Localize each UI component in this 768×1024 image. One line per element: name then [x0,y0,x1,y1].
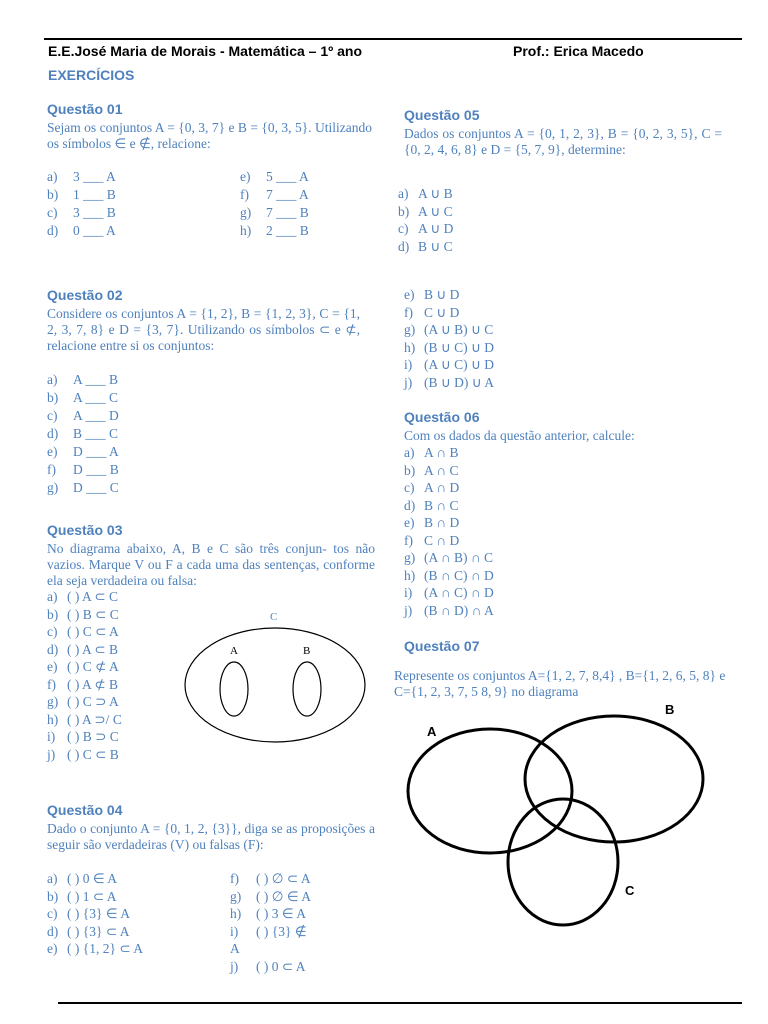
list-item: b) A ___ C [47,390,119,405]
question-05 [404,106,722,158]
list-item: c) 3 ___ B [47,205,116,220]
venn-set-a [408,729,572,853]
list-item: j) ( ) 0 ⊂ A [230,958,306,974]
list-item: g) ( ) ∅ ∈ A [230,888,312,904]
question-07 [404,637,734,657]
question-02 [47,286,360,354]
set-a-label: A [230,645,238,657]
question-title: Questão 07 [404,638,480,654]
top-rule [44,38,742,40]
list-item: j) ( ) C ⊂ B [47,746,119,762]
set-c-ellipse [185,628,365,742]
section-title: EXERCÍCIOS [48,67,135,83]
question-title: Questão 05 [404,107,480,123]
venn-label-b: B [665,702,675,717]
bottom-rule [58,1002,742,1004]
list-item: d) ( ) A ⊂ B [47,641,119,657]
list-item: b) A ∪ C [398,203,453,219]
list-item: h) (B ∪ C) ∪ D [404,339,495,355]
list-item: j) (B ∪ D) ∪ A [404,374,495,390]
list-item: e) B ∩ D [404,515,460,530]
list-item: a) A ∩ B [404,445,459,460]
question-04 [47,801,375,853]
list-item: f) C ∪ D [404,304,460,320]
question-text: Com os dados da questão anterior, calcule: [404,428,635,443]
venn-label-a: A [427,724,437,739]
question-title: Questão 02 [47,287,123,303]
list-item: f) ( ) ∅ ⊂ A [230,871,311,886]
q03-list [47,588,187,763]
list-item: f) C ∩ D [404,532,460,548]
list-item: a) ( ) 0 ∈ A [47,871,118,886]
list-item: g) (A ∪ B) ∪ C [404,322,494,337]
q03-set-diagram [180,605,380,755]
list-item: b) ( ) B ⊂ C [47,606,119,622]
set-b-label: B [303,645,311,657]
question-06 [404,408,722,444]
question-title: Questão 03 [47,522,123,538]
venn-label-c: C [625,883,635,898]
list-item-continuation: A [230,941,240,956]
list-item: f) 7 ___ A [240,187,309,202]
list-item: a) ( ) A ⊂ C [47,589,119,604]
list-item: d) ( ) {3} ⊂ A [47,923,130,939]
set-a-ellipse [220,662,248,716]
list-item: i) (A ∩ C) ∩ D [404,585,494,600]
list-item: e) D ___ A [47,444,119,459]
list-item: c) ( ) C ⊂ A [47,624,119,639]
list-item: b) A ∩ C [404,462,459,478]
list-item: h) (B ∩ C) ∩ D [404,567,494,583]
list-item: g) (A ∩ B) ∩ C [404,550,494,565]
list-item: i) ( ) {3} ∉ [230,923,307,939]
list-item: a) 3 ___ A [47,169,116,184]
list-item: e) B ∪ D [404,287,460,302]
q02-list [47,371,247,497]
list-item: b) ( ) 1 ⊂ A [47,888,117,904]
q07-text: Represente os conjuntos A={1, 2, 7, 8,4} , B={1, 2, 6, 5, 8} e C={1, 2, 3, 7, 5 8, 9} no diagrama [394,668,726,699]
question-text: No diagrama abaixo, A, B e C são três conjun- tos não vazios. Marque V ou F a cada uma das sentenças, conforme ela seja verdadeira ou falsa: [47,541,375,588]
question-text: Dado o conjunto A = {0, 1, 2, {3}}, diga se as proposições a seguir são verdadeiras (V) ou falsas (F): [47,821,375,852]
list-item: c) ( ) {3} ∈ A [47,906,130,921]
list-item: j) (B ∩ D) ∩ A [404,602,494,618]
list-item: f) ( ) A ⊄ B [47,676,119,692]
venn-set-b [525,716,703,842]
list-item: i) ( ) B ⊃ C [47,729,119,744]
q01-list-left [47,168,187,240]
list-item: h) ( ) A ⊃/ C [47,711,122,727]
list-item: a) A ___ B [47,372,119,387]
question-title: Questão 04 [47,802,123,818]
list-item: c) A ___ D [47,408,119,423]
q06-list [404,444,564,619]
list-item: d) B ___ C [47,426,119,441]
q05-list-1 [398,185,548,255]
list-item: g) D ___ C [47,480,119,495]
list-item: e) ( ) C ⊄ A [47,659,119,674]
q07-venn-diagram [395,700,745,930]
school-title: E.E.José Maria de Morais - Matemática – 1º ano [48,43,363,59]
list-item: i) (A ∪ C) ∪ D [404,357,495,372]
list-item: d) B ∪ C [398,238,453,254]
list-item: e) 5 ___ A [240,169,309,184]
set-b-ellipse [293,662,321,716]
list-item: g) 7 ___ B [240,205,309,220]
list-item: e) ( ) {1, 2} ⊂ A [47,941,144,956]
list-item: h) ( ) 3 ∈ A [230,906,307,921]
question-title: Questão 06 [404,409,480,425]
question-text: Sejam os conjuntos A = {0, 3, 7} e B = {0, 3, 5}. Utilizando os símbolos ∈ e ∉, relacione: [47,120,372,151]
set-c-label: C [270,611,278,623]
q01-list-right [240,168,380,240]
question-01 [47,100,372,152]
list-item: f) D ___ B [47,462,119,477]
question-03 [47,521,375,589]
list-item: c) A ∩ D [404,480,460,495]
question-text: Dados os conjuntos A = {0, 1, 2, 3}, B = {0, 2, 3, 5}, C = {0, 2, 4, 6, 8} e D = {5, 7, 9}, determine: [404,126,722,157]
list-item: c) A ∪ D [398,221,454,236]
question-title: Questão 01 [47,101,123,117]
teacher-name: Prof.: Erica Macedo [513,43,644,59]
list-item: h) 2 ___ B [240,223,309,238]
q04-list-left [47,870,217,958]
q04-list-right [230,870,370,975]
list-item: b) 1 ___ B [47,187,116,202]
list-item: g) ( ) C ⊃ A [47,694,119,709]
list-item: d) B ∩ C [404,497,459,513]
list-item: a) A ∪ B [398,186,453,201]
question-text: Considere os conjuntos A = {1, 2}, B = {1, 2, 3}, C = {1, 2, 3, 7, 8} e D = {3, 7}. Utilizando os símbolos ⊂ e ⊄, relacione entre si os conjuntos: [47,306,360,353]
list-item: d) 0 ___ A [47,223,116,238]
q05-list-2 [404,286,564,391]
